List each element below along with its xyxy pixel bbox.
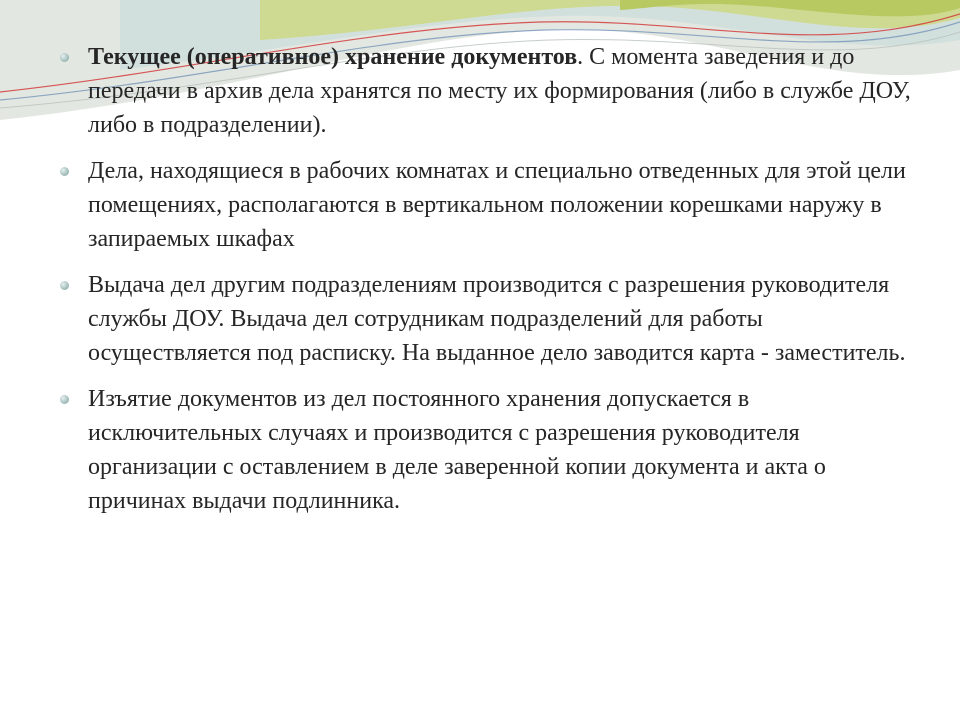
bullet-item bbox=[50, 382, 920, 518]
bullet-dot-icon bbox=[60, 53, 69, 62]
bullet-text: Изъятие документов из дел постоянного хранения допускается в исключительных случаях и производится с разрешения руководителя организации с оставлением в деле заверенной копии документа и акта о причинах выдачи подлинника. bbox=[88, 386, 826, 514]
bullet-text: . С момента заведения и до передачи в архив дела хранятся по месту их формирования (либо в службе ДОУ, либо в подразделении). bbox=[88, 44, 911, 138]
bullet-text: Выдача дел другим подразделениям производится с разрешения руководителя службы ДОУ. Выдача дел сотрудникам подразделений для работы осуществляется под расписку. На выданное дело заводится карта - заместитель. bbox=[88, 272, 906, 366]
bullet-text: Дела, находящиеся в рабочих комнатах и специально отведенных для этой цели помещениях, располагаются в вертикальном положении корешками наружу в запираемых шкафах bbox=[88, 158, 906, 252]
bullet-item bbox=[50, 154, 920, 256]
bullet-list bbox=[50, 40, 920, 530]
bullet-bold-text: Текущее (оперативное) хранение документов bbox=[88, 44, 578, 70]
bullet-item bbox=[50, 268, 920, 370]
bullet-dot-icon bbox=[60, 167, 69, 176]
bullet-item bbox=[50, 40, 920, 142]
bullet-dot-icon bbox=[60, 281, 69, 290]
bullet-dot-icon bbox=[60, 395, 69, 404]
